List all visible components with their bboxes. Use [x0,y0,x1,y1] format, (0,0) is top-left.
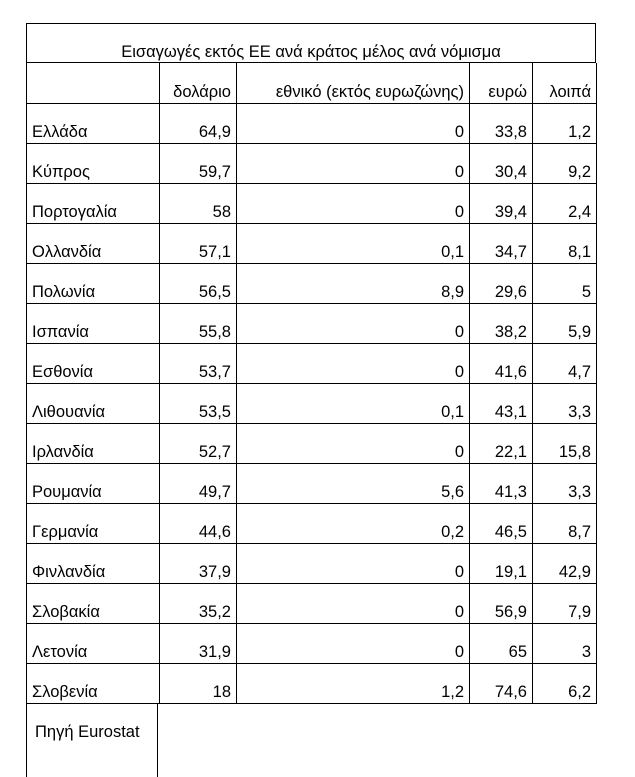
national-cell[interactable]: 0 [237,343,470,383]
national-cell[interactable]: 0,1 [237,383,470,423]
source-cell[interactable] [26,703,158,777]
table-row [27,303,597,343]
header-cell-national[interactable]: εθνικό (εκτός ευρωζώνης) [237,63,470,103]
table-row [27,623,597,663]
table-row [27,103,597,143]
euro-cell[interactable]: 39,4 [470,183,533,223]
header-cell-dollar[interactable]: δολάριο [160,63,237,103]
euro-cell[interactable]: 38,2 [470,303,533,343]
other-cell[interactable]: 7,9 [533,583,597,623]
euro-cell[interactable]: 30,4 [470,143,533,183]
other-cell[interactable]: 3 [533,623,597,663]
national-cell[interactable]: 0,1 [237,223,470,263]
national-cell[interactable]: 0 [237,623,470,663]
data-table [26,63,597,704]
country-cell[interactable]: Ιρλανδία [27,423,160,463]
table-row [27,343,597,383]
national-cell[interactable]: 0 [237,303,470,343]
table-row [27,503,597,543]
header-row [27,63,597,103]
euro-cell[interactable]: 41,3 [470,463,533,503]
national-cell[interactable]: 0 [237,423,470,463]
source-note: Πηγή Eurostat [35,723,140,741]
country-cell[interactable]: Κύπρος [27,143,160,183]
euro-cell[interactable]: 56,9 [470,583,533,623]
table-row [27,383,597,423]
table-row [27,143,597,183]
table-title: Εισαγωγές εκτός ΕΕ ανά κράτος μέλος ανά νόμισμα [121,43,501,61]
national-cell[interactable]: 0 [237,543,470,583]
national-cell[interactable]: 1,2 [237,663,470,703]
dollar-cell[interactable]: 56,5 [160,263,237,303]
country-cell[interactable]: Λιθουανία [27,383,160,423]
dollar-cell[interactable]: 31,9 [160,623,237,663]
euro-cell[interactable]: 74,6 [470,663,533,703]
country-cell[interactable]: Πορτογαλία [27,183,160,223]
other-cell[interactable]: 6,2 [533,663,597,703]
country-cell[interactable]: Φινλανδία [27,543,160,583]
dollar-cell[interactable]: 53,5 [160,383,237,423]
country-cell[interactable]: Εσθονία [27,343,160,383]
table-row [27,543,597,583]
table-row [27,583,597,623]
dollar-cell[interactable]: 18 [160,663,237,703]
other-cell[interactable]: 42,9 [533,543,597,583]
national-cell[interactable]: 0 [237,583,470,623]
country-cell[interactable]: Λετονία [27,623,160,663]
table-row [27,223,597,263]
national-cell[interactable]: 5,6 [237,463,470,503]
dollar-cell[interactable]: 35,2 [160,583,237,623]
header-cell-country[interactable] [27,63,160,103]
euro-cell[interactable]: 22,1 [470,423,533,463]
dollar-cell[interactable]: 52,7 [160,423,237,463]
dollar-cell[interactable]: 59,7 [160,143,237,183]
dollar-cell[interactable]: 44,6 [160,503,237,543]
country-cell[interactable]: Σλοβακία [27,583,160,623]
other-cell[interactable]: 3,3 [533,383,597,423]
euro-cell[interactable]: 65 [470,623,533,663]
other-cell[interactable]: 8,1 [533,223,597,263]
country-cell[interactable]: Ολλανδία [27,223,160,263]
euro-cell[interactable]: 33,8 [470,103,533,143]
country-cell[interactable]: Γερμανία [27,503,160,543]
dollar-cell[interactable]: 55,8 [160,303,237,343]
other-cell[interactable]: 5 [533,263,597,303]
country-cell[interactable]: Ρουμανία [27,463,160,503]
country-cell[interactable]: Σλοβενία [27,663,160,703]
other-cell[interactable]: 4,7 [533,343,597,383]
other-cell[interactable]: 3,3 [533,463,597,503]
other-cell[interactable]: 1,2 [533,103,597,143]
country-cell[interactable]: Ισπανία [27,303,160,343]
national-cell[interactable]: 8,9 [237,263,470,303]
other-cell[interactable]: 15,8 [533,423,597,463]
dollar-cell[interactable]: 57,1 [160,223,237,263]
national-cell[interactable]: 0 [237,143,470,183]
table-row [27,463,597,503]
dollar-cell[interactable]: 58 [160,183,237,223]
other-cell[interactable]: 2,4 [533,183,597,223]
table-row [27,423,597,463]
table-title-cell[interactable] [26,23,596,63]
table-row [27,183,597,223]
table-row [27,263,597,303]
euro-cell[interactable]: 29,6 [470,263,533,303]
euro-cell[interactable]: 34,7 [470,223,533,263]
euro-cell[interactable]: 43,1 [470,383,533,423]
other-cell[interactable]: 9,2 [533,143,597,183]
country-cell[interactable]: Πολωνία [27,263,160,303]
euro-cell[interactable]: 19,1 [470,543,533,583]
national-cell[interactable]: 0 [237,103,470,143]
other-cell[interactable]: 5,9 [533,303,597,343]
header-cell-euro[interactable]: ευρώ [470,63,533,103]
euro-cell[interactable]: 46,5 [470,503,533,543]
table-row [27,663,597,703]
dollar-cell[interactable]: 49,7 [160,463,237,503]
header-cell-other[interactable]: λοιπά [533,63,597,103]
national-cell[interactable]: 0 [237,183,470,223]
euro-cell[interactable]: 41,6 [470,343,533,383]
country-cell[interactable]: Ελλάδα [27,103,160,143]
dollar-cell[interactable]: 37,9 [160,543,237,583]
dollar-cell[interactable]: 64,9 [160,103,237,143]
other-cell[interactable]: 8,7 [533,503,597,543]
dollar-cell[interactable]: 53,7 [160,343,237,383]
national-cell[interactable]: 0,2 [237,503,470,543]
